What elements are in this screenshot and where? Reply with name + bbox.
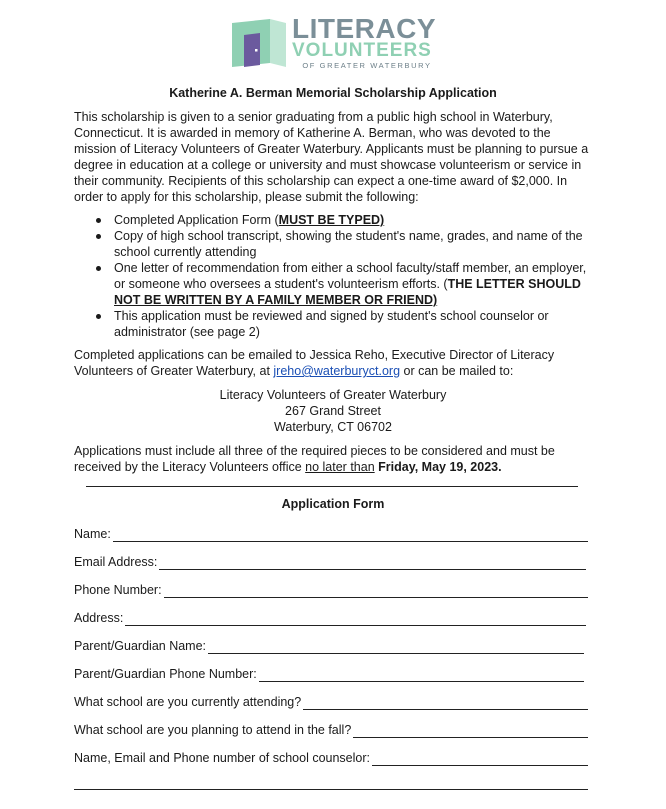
field-label: Phone Number: [74,583,162,597]
submission-text-end: or can be mailed to: [400,364,514,378]
logo-line-3: OF GREATER WATERBURY [302,61,432,70]
email-link[interactable]: jreho@waterburyct.org [273,364,401,378]
email-field[interactable] [74,554,586,570]
requirement-emphasis: NOT BE WRITTEN BY A FAMILY MEMBER OR FRIEND) [114,293,438,307]
field-blank[interactable] [259,669,584,682]
requirement-text: One letter of recommendation from either a school faculty/staff member, an employer, or someone who oversees a student's volunteerism efforts. ( [114,261,587,291]
logo-line-1: LITERACY [292,13,436,44]
requirement-text: Completed Application Form ( [114,213,279,227]
address-line-2: 267 Grand Street [285,404,381,418]
logo-line-2: VOLUNTEERS [292,40,432,61]
bullet-icon [96,266,101,271]
field-blank[interactable] [164,585,588,598]
intro-paragraph: This scholarship is given to a senior graduating from a public high school in Waterbury, Connecticut. It is awarded in memory of Katherine A. Berman, who was devoted to the mission of Literacy Volunteers of Greater Waterbury. Applicants must be planning to pursue a degree in education at a college or university and must showcase volunteerism or service in their community. Recipients of this scholarship can expect a one-time award of $2,000. In order to apply for this scholarship, please submit the following: [74,110,589,204]
address-field[interactable] [74,610,586,626]
bullet-icon [96,234,101,239]
document-title: Katherine A. Berman Memorial Scholarship Application [169,86,497,100]
field-label: Address: [74,611,124,625]
requirement-text: Copy of high school transcript, showing the student's name, grades, and name of the school currently attending [114,229,583,259]
field-label: What school are you planning to attend in the fall? [74,723,352,737]
requirement-item [96,228,596,260]
field-blank[interactable] [353,725,588,738]
field-blank[interactable] [372,753,588,766]
deadline-paragraph [74,443,594,475]
bullet-icon [96,314,101,319]
requirements-list [96,212,596,340]
requirement-item [96,212,596,228]
section-divider [86,486,578,487]
field-label: What school are you currently attending? [74,695,302,709]
address-line-1: Literacy Volunteers of Greater Waterbury [219,388,447,402]
submission-text: Completed applications can be emailed to Jessica Reho, Executive Director of Literacy Volunteers of Greater Waterbury, at [74,348,555,378]
requirement-item [96,260,596,308]
field-blank[interactable] [125,613,586,626]
current-school-field[interactable] [74,694,588,710]
name-field[interactable] [74,526,588,542]
field-label: Name, Email and Phone number of school counselor: [74,751,370,765]
counselor-field[interactable] [74,750,588,766]
field-label: Email Address: [74,555,158,569]
address-line-3: Waterbury, CT 06702 [274,420,392,434]
field-blank[interactable] [159,557,586,570]
book-door-icon [230,17,288,69]
future-school-field[interactable] [74,722,588,738]
field-blank[interactable] [113,529,588,542]
deadline-text: Applications must include all three of the required pieces to be considered and must be received by the Literacy Volunteers office [74,444,555,474]
field-blank[interactable] [303,697,588,710]
bullet-icon [96,218,101,223]
submission-paragraph [74,347,594,379]
mailing-address [0,387,666,435]
deadline-underline: no later than [305,460,375,474]
requirement-emphasis: THE LETTER SHOULD [447,277,581,291]
field-label: Parent/Guardian Name: [74,639,207,653]
form-title: Application Form [281,497,385,511]
phone-field[interactable] [74,582,588,598]
requirement-emphasis: MUST BE TYPED) [278,213,385,227]
field-label: Parent/Guardian Phone Number: [74,667,257,681]
guardian-name-field[interactable] [74,638,584,654]
requirement-text: This application must be reviewed and signed by student's school counselor or administrator (see page 2) [114,309,549,339]
deadline-date: Friday, May 19, 2023. [374,460,502,474]
field-blank[interactable] [208,641,584,654]
counselor-continuation-line[interactable] [74,789,588,790]
field-label: Name: [74,527,111,541]
guardian-phone-field[interactable] [74,666,584,682]
requirement-item [96,308,596,340]
literacy-volunteers-logo [230,15,450,71]
